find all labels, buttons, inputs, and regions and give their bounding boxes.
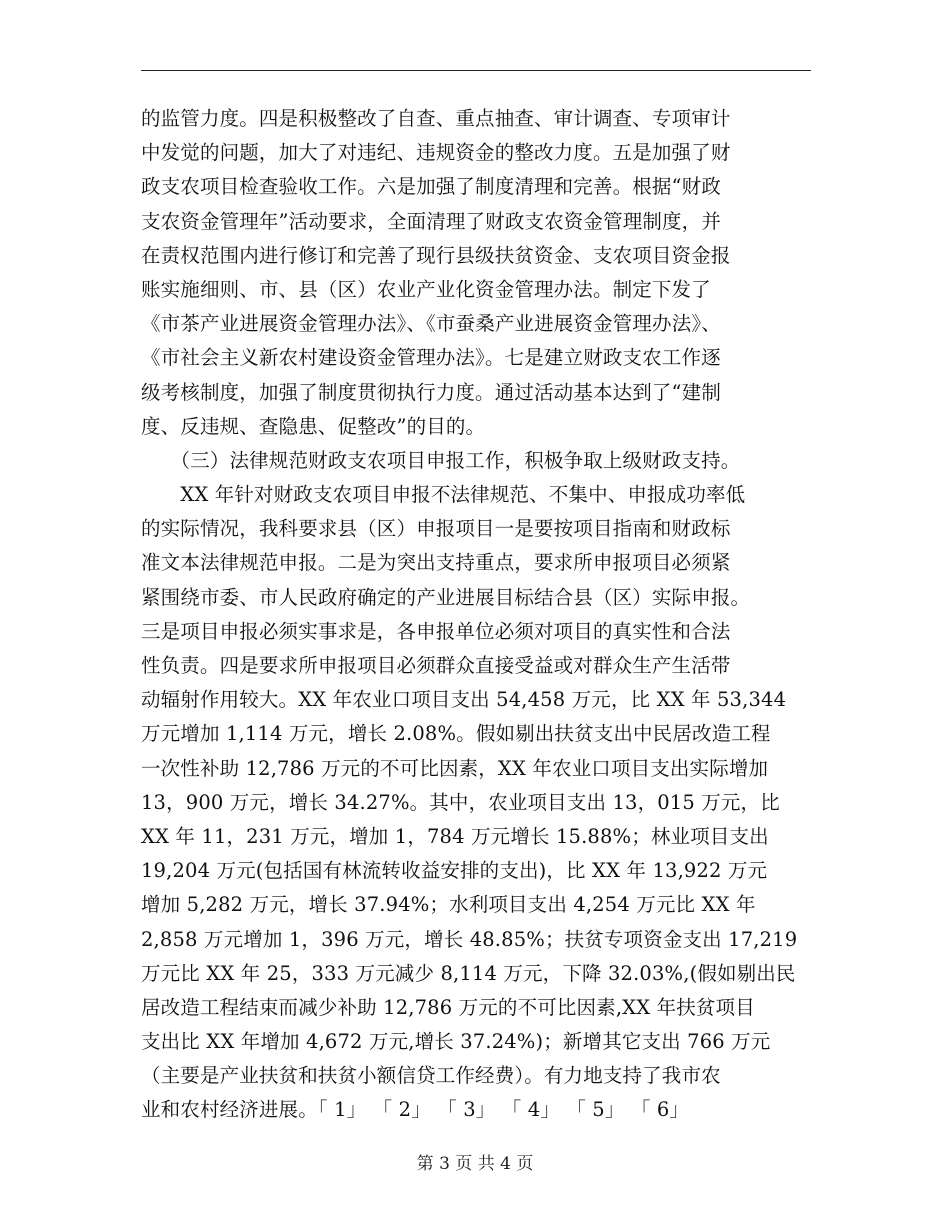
text-line-25: 2,858 万元增加 1，396 万元，增长 48.85%；扶贫专项资金支出 17,219 [141, 927, 798, 951]
text-line-13: 的实际情况，我科要求县（区）申报项目一是要按项目指南和财政标 [141, 517, 731, 541]
text-line-16: 三是项目申报必须实事求是，各申报单位必须对项目的真实性和合法 [141, 619, 731, 643]
text-line-30: 业和农村经济进展。「 1」 「 2」 「 3」 「 4」 「 5」 「 6」 [141, 1098, 690, 1122]
text-line-1: 的监管力度。四是积极整改了自查、重点抽查、审计调查、专项审计 [141, 107, 731, 130]
text-line-20: 一次性补助 12,786 万元的不可比因素，XX 年农业口项目支出实际增加 [141, 756, 769, 780]
text-line-3: 政支农项目检查验收工作。六是加强了制度清理和完善。根据“财政 [141, 175, 721, 199]
text-line-29: （主要是产业扶贫和扶贫小额信贷工作经费）。有力地支持了我市农 [141, 1064, 721, 1088]
text-line-24: 增加 5,282 万元，增长 37.94%；水利项目支出 4,254 万元比 XX 年 [141, 893, 756, 917]
section-heading-3: （三）法律规范财政支农项目申报工作，积极争取上级财政支持。 [141, 448, 741, 472]
text-line-26: 万元比 XX 年 25，333 万元减少 8,114 万元，下降 32.03%,(假如剔出民 [141, 961, 796, 985]
text-line-9: 级考核制度，加强了制度贯彻执行力度。通过活动基本达到了“建制 [141, 380, 721, 404]
document-body [141, 102, 821, 1128]
text-line-14: 准文本法律规范申报。二是为突出支持重点，要求所申报项目必须紧 [141, 551, 731, 575]
text-line-7: 《市茶产业进展资金管理办法》、《市蚕桑产业进展资金管理办法》、 [141, 312, 721, 336]
text-line-18: 动辐射作用较大。XX 年农业口项目支出 54,458 万元，比 XX 年 53,344 [141, 688, 787, 712]
page-indicator: 第 3 页 共 4 页 [416, 1154, 534, 1174]
header-rule [141, 70, 811, 71]
text-line-8: 《市社会主义新农村建设资金管理办法》。七是建立财政支农工作逐 [141, 346, 721, 370]
text-line-2: 中发觉的问题，加大了对违纪、违规资金的整改力度。五是加强了财 [141, 141, 731, 165]
text-line-15: 紧围绕市委、市人民政府确定的产业进展目标结合县（区）实际申报。 [141, 585, 751, 609]
text-line-6: 账实施细则、市、县（区）农业产业化资金管理办法。制定下发了 [141, 277, 711, 301]
text-line-22: XX 年 11，231 万元，增加 1，784 万元增长 15.88%；林业项目支出 [141, 824, 769, 848]
text-line-21: 13，900 万元，增长 34.27%。其中，农业项目支出 13，015 万元，比 [141, 790, 780, 814]
text-line-23: 19,204 万元(包括国有林流转收益安排的支出)，比 XX 年 13,922 万元 [141, 859, 768, 883]
text-line-28: 支出比 XX 年增加 4,672 万元,增长 37.24%)；新增其它支出 766 万元 [141, 1030, 771, 1054]
text-line-27: 居改造工程结束而减少补助 12,786 万元的不可比因素,XX 年扶贫项目 [141, 995, 755, 1019]
text-line-4: 支农资金管理年”活动要求，全面清理了财政支农资金管理制度，并 [141, 209, 721, 233]
text-line-12: XX 年针对财政支农项目申报不法律规范、不集中、申报成功率低 [141, 483, 746, 507]
text-line-17: 性负责。四是要求所申报项目必须群众直接受益或对群众生产生活带 [141, 654, 731, 677]
text-line-10: 度、反违规、查隐患、促整改”的目的。 [141, 414, 486, 438]
text-line-5: 在责权范围内进行修订和完善了现行县级扶贫资金、支农项目资金报 [141, 243, 731, 267]
text-line-19: 万元增加 1,114 万元，增长 2.08%。假如剔出扶贫支出中民居改造工程 [141, 722, 771, 746]
